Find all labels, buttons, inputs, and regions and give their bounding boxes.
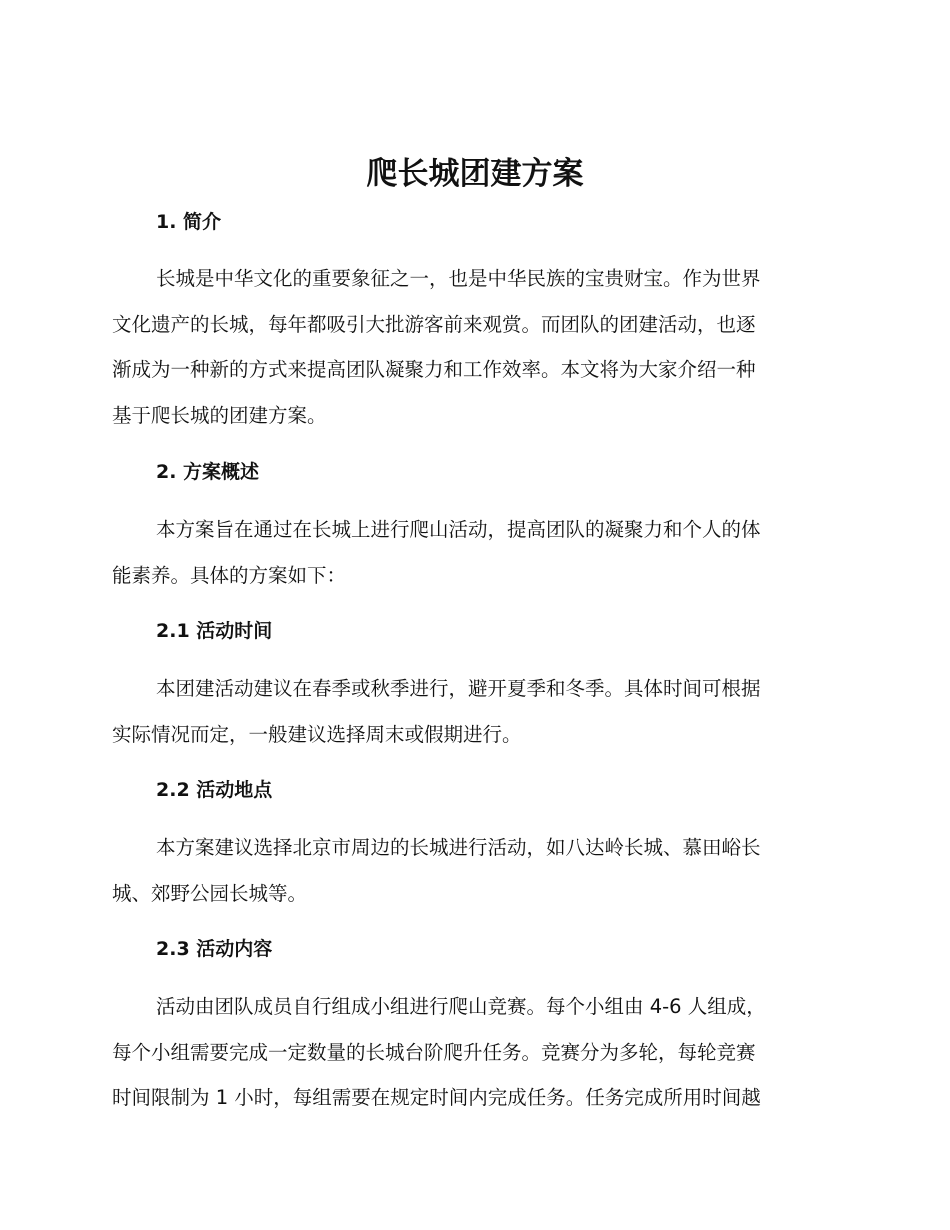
paragraph-line: 活动由团队成员自行组成小组进行爬山竞赛。每个小组由 4-6 人组成， (156, 995, 766, 1018)
document-title: 爬长城团建方案 (366, 156, 584, 192)
paragraph-line: 渐成为一种新的方式来提高团队凝聚力和工作效率。本文将为大家介绍一种 (112, 358, 756, 381)
paragraph-content (112, 984, 828, 1121)
section-heading-location: 2.2 活动地点 (156, 779, 273, 801)
paragraph-line: 基于爬长城的团建方案。 (112, 403, 327, 427)
paragraph-overview (112, 507, 828, 598)
paragraph-time (112, 666, 828, 757)
paragraph-intro (112, 256, 828, 438)
paragraph-line: 实际情况而定，一般建议选择周末或假期进行。 (112, 722, 522, 746)
paragraph-line: 文化遗产的长城，每年都吸引大批游客前来观赏。而团队的团建活动，也逐 (112, 312, 756, 336)
section-heading-time: 2.1 活动时间 (156, 620, 273, 642)
paragraph-line: 本团建活动建议在春季或秋季进行，避开夏季和冬季。具体时间可根据 (156, 677, 761, 700)
paragraph-line: 能素养。具体的方案如下： (112, 563, 347, 587)
section-heading-overview: 2. 方案概述 (156, 461, 260, 483)
section-heading-content: 2.3 活动内容 (156, 938, 273, 960)
section-heading-intro: 1. 简介 (156, 211, 222, 233)
paragraph-line: 长城是中华文化的重要象征之一，也是中华民族的宝贵财宝。作为世界 (156, 267, 761, 290)
paragraph-line: 本方案旨在通过在长城上进行爬山活动，提高团队的凝聚力和个人的体 (156, 518, 761, 541)
paragraph-line: 时间限制为 1 小时，每组需要在规定时间内完成任务。任务完成所用时间越 (112, 1086, 761, 1109)
paragraph-line: 本方案建议选择北京市周边的长城进行活动，如八达岭长城、慕田峪长 (156, 836, 761, 859)
paragraph-line: 城、郊野公园长城等。 (112, 881, 308, 905)
paragraph-line: 每个小组需要完成一定数量的长城台阶爬升任务。竞赛分为多轮，每轮竞赛 (112, 1040, 756, 1064)
paragraph-location (112, 825, 828, 916)
